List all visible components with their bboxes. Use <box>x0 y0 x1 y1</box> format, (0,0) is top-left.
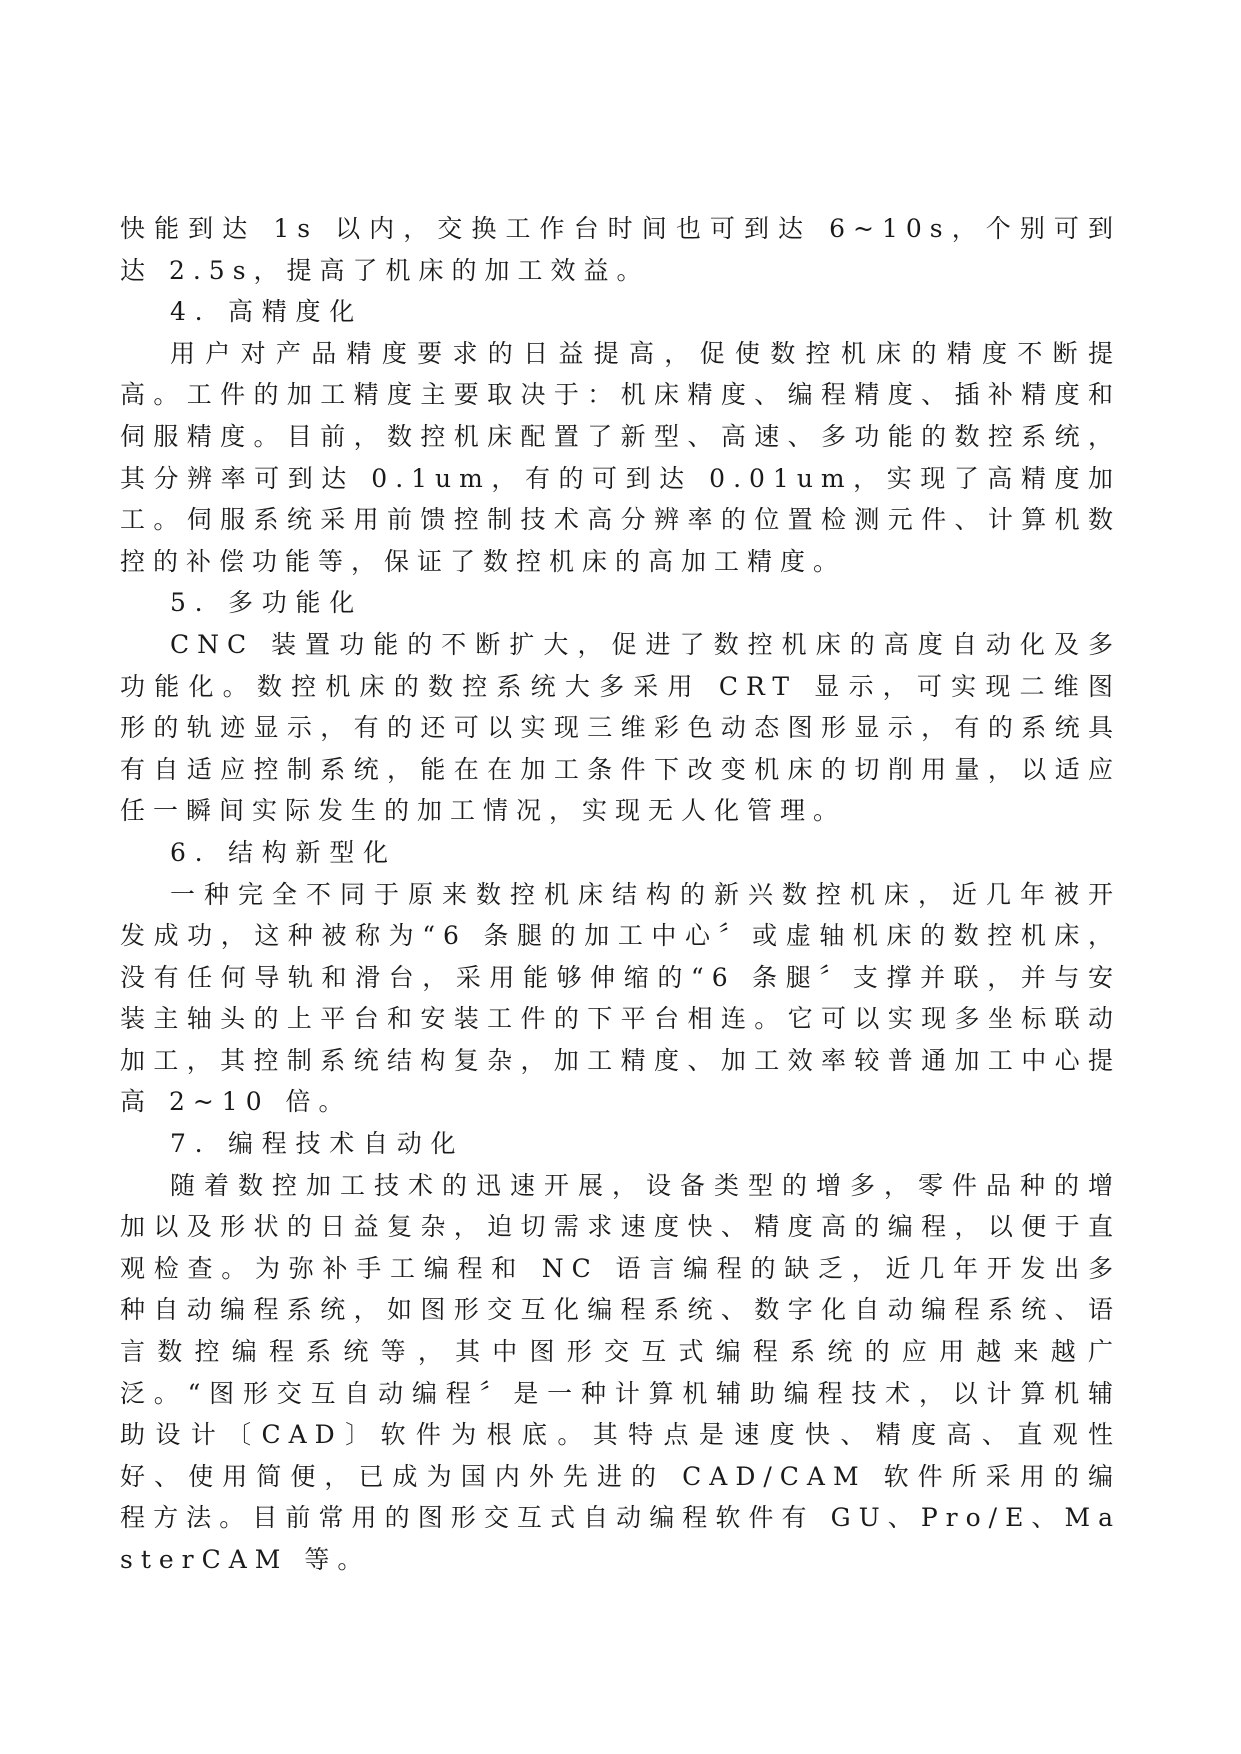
paragraph-continuation: 快能到达 1s 以内，交换工作台时间也可到达 6~10s，个别可到达 2.5s，提高了机床的加工效益。 <box>120 214 1121 285</box>
document-page <box>120 208 1121 1581</box>
section-heading-multifunction: 5. 多功能化 <box>170 588 364 618</box>
section-heading-high-precision: 4. 高精度化 <box>170 297 364 327</box>
section-heading-new-structure: 6. 结构新型化 <box>170 837 397 867</box>
paragraph-multifunction: CNC 装置功能的不断扩大，促进了数控机床的高度自动化及多功能化。数控机床的数控系统大多采用 CRT 显示，可实现二维图形的轨迹显示，有的还可以实现三维彩色动态图形显示，有的系统具有自适应控制系统，能在在加工条件下改变机床的切削用量，以适应任一瞬间实际发生的加工情况，实现无人化管理。 <box>120 629 1121 826</box>
section-heading-programming-automation: 7. 编程技术自动化 <box>170 1129 465 1159</box>
paragraph-programming-automation: 随着数控加工技术的迅速开展，设备类型的增多，零件品种的增加以及形状的日益复杂，迫切需求速度快、精度高的编程，以便于直观检查。为弥补手工编程和 NC 语言编程的缺乏，近几年开发出多种自动编程系统，如图形交互化编程系统、数字化自动编程系统、语言数控编程系统等，其中图形交互式编程系统的应用越来越广泛。“图形交互自动编程〞是一种计算机辅助编程技术，以计算机辅助设计〔CAD〕软件为根底。其特点是速度快、精度高、直观性好、使用简便，已成为国内外先进的 CAD/CAM 软件所采用的编程方法。目前常用的图形交互式自动编程软件有 GU、Pro/E、MasterCAM 等。 <box>120 1170 1121 1574</box>
paragraph-high-precision: 用户对产品精度要求的日益提高，促使数控机床的精度不断提高。工件的加工精度主要取决于：机床精度、编程精度、插补精度和伺服精度。目前，数控机床配置了新型、高速、多功能的数控系统，其分辨率可到达 0.1um，有的可到达 0.01um，实现了高精度加工。伺服系统采用前馈控制技术高分辨率的位置检测元件、计算机数控的补偿功能等，保证了数控机床的高加工精度。 <box>120 338 1121 576</box>
paragraph-new-structure: 一种完全不同于原来数控机床结构的新兴数控机床，近几年被开发成功，这种被称为“6 条腿的加工中心〞或虚轴机床的数控机床，没有任何导轨和滑台，采用能够伸缩的“6 条腿〞支撑并联，并与安装主轴头的上平台和安装工件的下平台相连。它可以实现多坐标联动加工，其控制系统结构复杂，加工精度、加工效率较普通加工中心提高 2~10 倍。 <box>120 879 1121 1117</box>
